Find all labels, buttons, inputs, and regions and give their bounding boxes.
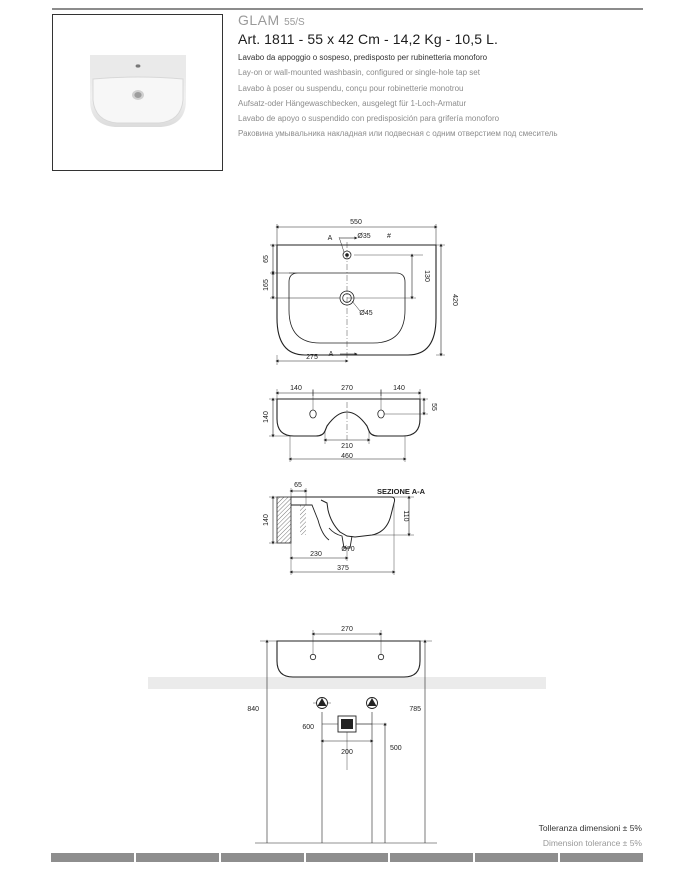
plan-drain-offset-label: 275 <box>306 354 318 361</box>
section-title: SEZIONE A-A <box>376 487 426 496</box>
tolerance-it: Tolleranza dimensioni ± 5% <box>538 823 642 833</box>
description-it: Lavabo da appoggio o sospeso, predisposto per rubinetteria monoforo <box>238 53 488 62</box>
tolerance-note <box>539 821 642 851</box>
front-hole-height-label: 55 <box>430 403 437 411</box>
description-ru: Раковина умывальника накладная или подвесная с одним отверстием под смеситель <box>238 129 558 139</box>
front-base-label: 460 <box>341 453 353 460</box>
plan-hash-mark: # <box>387 233 391 240</box>
front-height-label: 140 <box>263 411 270 423</box>
plan-section-mark-top: A <box>327 235 333 242</box>
front-center-label: 270 <box>341 385 353 392</box>
plan-bowl-depth-label: 165 <box>263 279 270 291</box>
supply-valve-left-icon <box>317 698 328 709</box>
section-drain-hole-label: Ø70 <box>341 546 355 553</box>
section-height-label: 140 <box>263 514 270 526</box>
front-view <box>269 389 428 462</box>
install-fixing-spacing-label: 270 <box>341 626 353 633</box>
section-view <box>269 488 414 575</box>
install-height-total-label: 840 <box>247 706 259 713</box>
plan-section-mark-bottom: A <box>328 351 334 358</box>
plan-drain-hole-label: Ø45 <box>359 310 373 317</box>
install-supply-spacing-label: 200 <box>341 749 353 756</box>
install-waste-height-label: 500 <box>390 745 402 752</box>
description-en: Lay-on or wall-mounted washbasin, configured or single-hole tap set <box>238 68 480 78</box>
tolerance-en: Dimension tolerance ± 5% <box>542 838 642 848</box>
installation-labels <box>247 626 421 756</box>
model-title: GLAM <box>238 12 280 28</box>
plan-depth-label: 420 <box>451 294 458 306</box>
waste-outlet-icon <box>338 716 356 732</box>
plan-view <box>270 224 445 365</box>
plan-width-label: 550 <box>350 219 362 226</box>
front-side-right-label: 140 <box>393 385 405 392</box>
article-specs: Art. 1811 - 55 x 42 Cm - 14,2 Kg - 10,5 L. <box>238 31 498 47</box>
section-bowl-label: 110 <box>402 510 409 522</box>
supply-valve-right-icon <box>367 698 378 709</box>
front-view-labels <box>263 385 437 460</box>
bottom-bar <box>51 853 643 862</box>
plan-tap-hole-label: Ø35 <box>357 233 371 240</box>
section-drain-dist-label: 230 <box>310 551 322 558</box>
description-es: Lavabo de apoyo o suspendido con predisposición para grifería monoforo <box>238 114 500 124</box>
description-de: Aufsatz-oder Hängewaschbecken, ausgelegt für 1-Loch-Armatur <box>238 98 467 108</box>
section-rim-label: 65 <box>294 482 302 489</box>
section-depth-label: 375 <box>337 565 349 572</box>
plan-rim-label: 65 <box>263 255 270 263</box>
installation-view <box>148 630 546 843</box>
plan-tap-offset-label: 130 <box>423 270 430 282</box>
plan-view-labels <box>263 219 458 361</box>
model-code: 55/S <box>284 17 305 28</box>
front-notch-label: 210 <box>341 443 353 450</box>
installation-symbols <box>317 698 378 733</box>
install-supply-height-label: 600 <box>302 724 314 731</box>
front-side-left-label: 140 <box>290 385 302 392</box>
install-height-rim-label: 785 <box>409 706 421 713</box>
description-fr: Lavabo à poser ou suspendu, conçu pour robinetterie monotrou <box>238 83 464 93</box>
